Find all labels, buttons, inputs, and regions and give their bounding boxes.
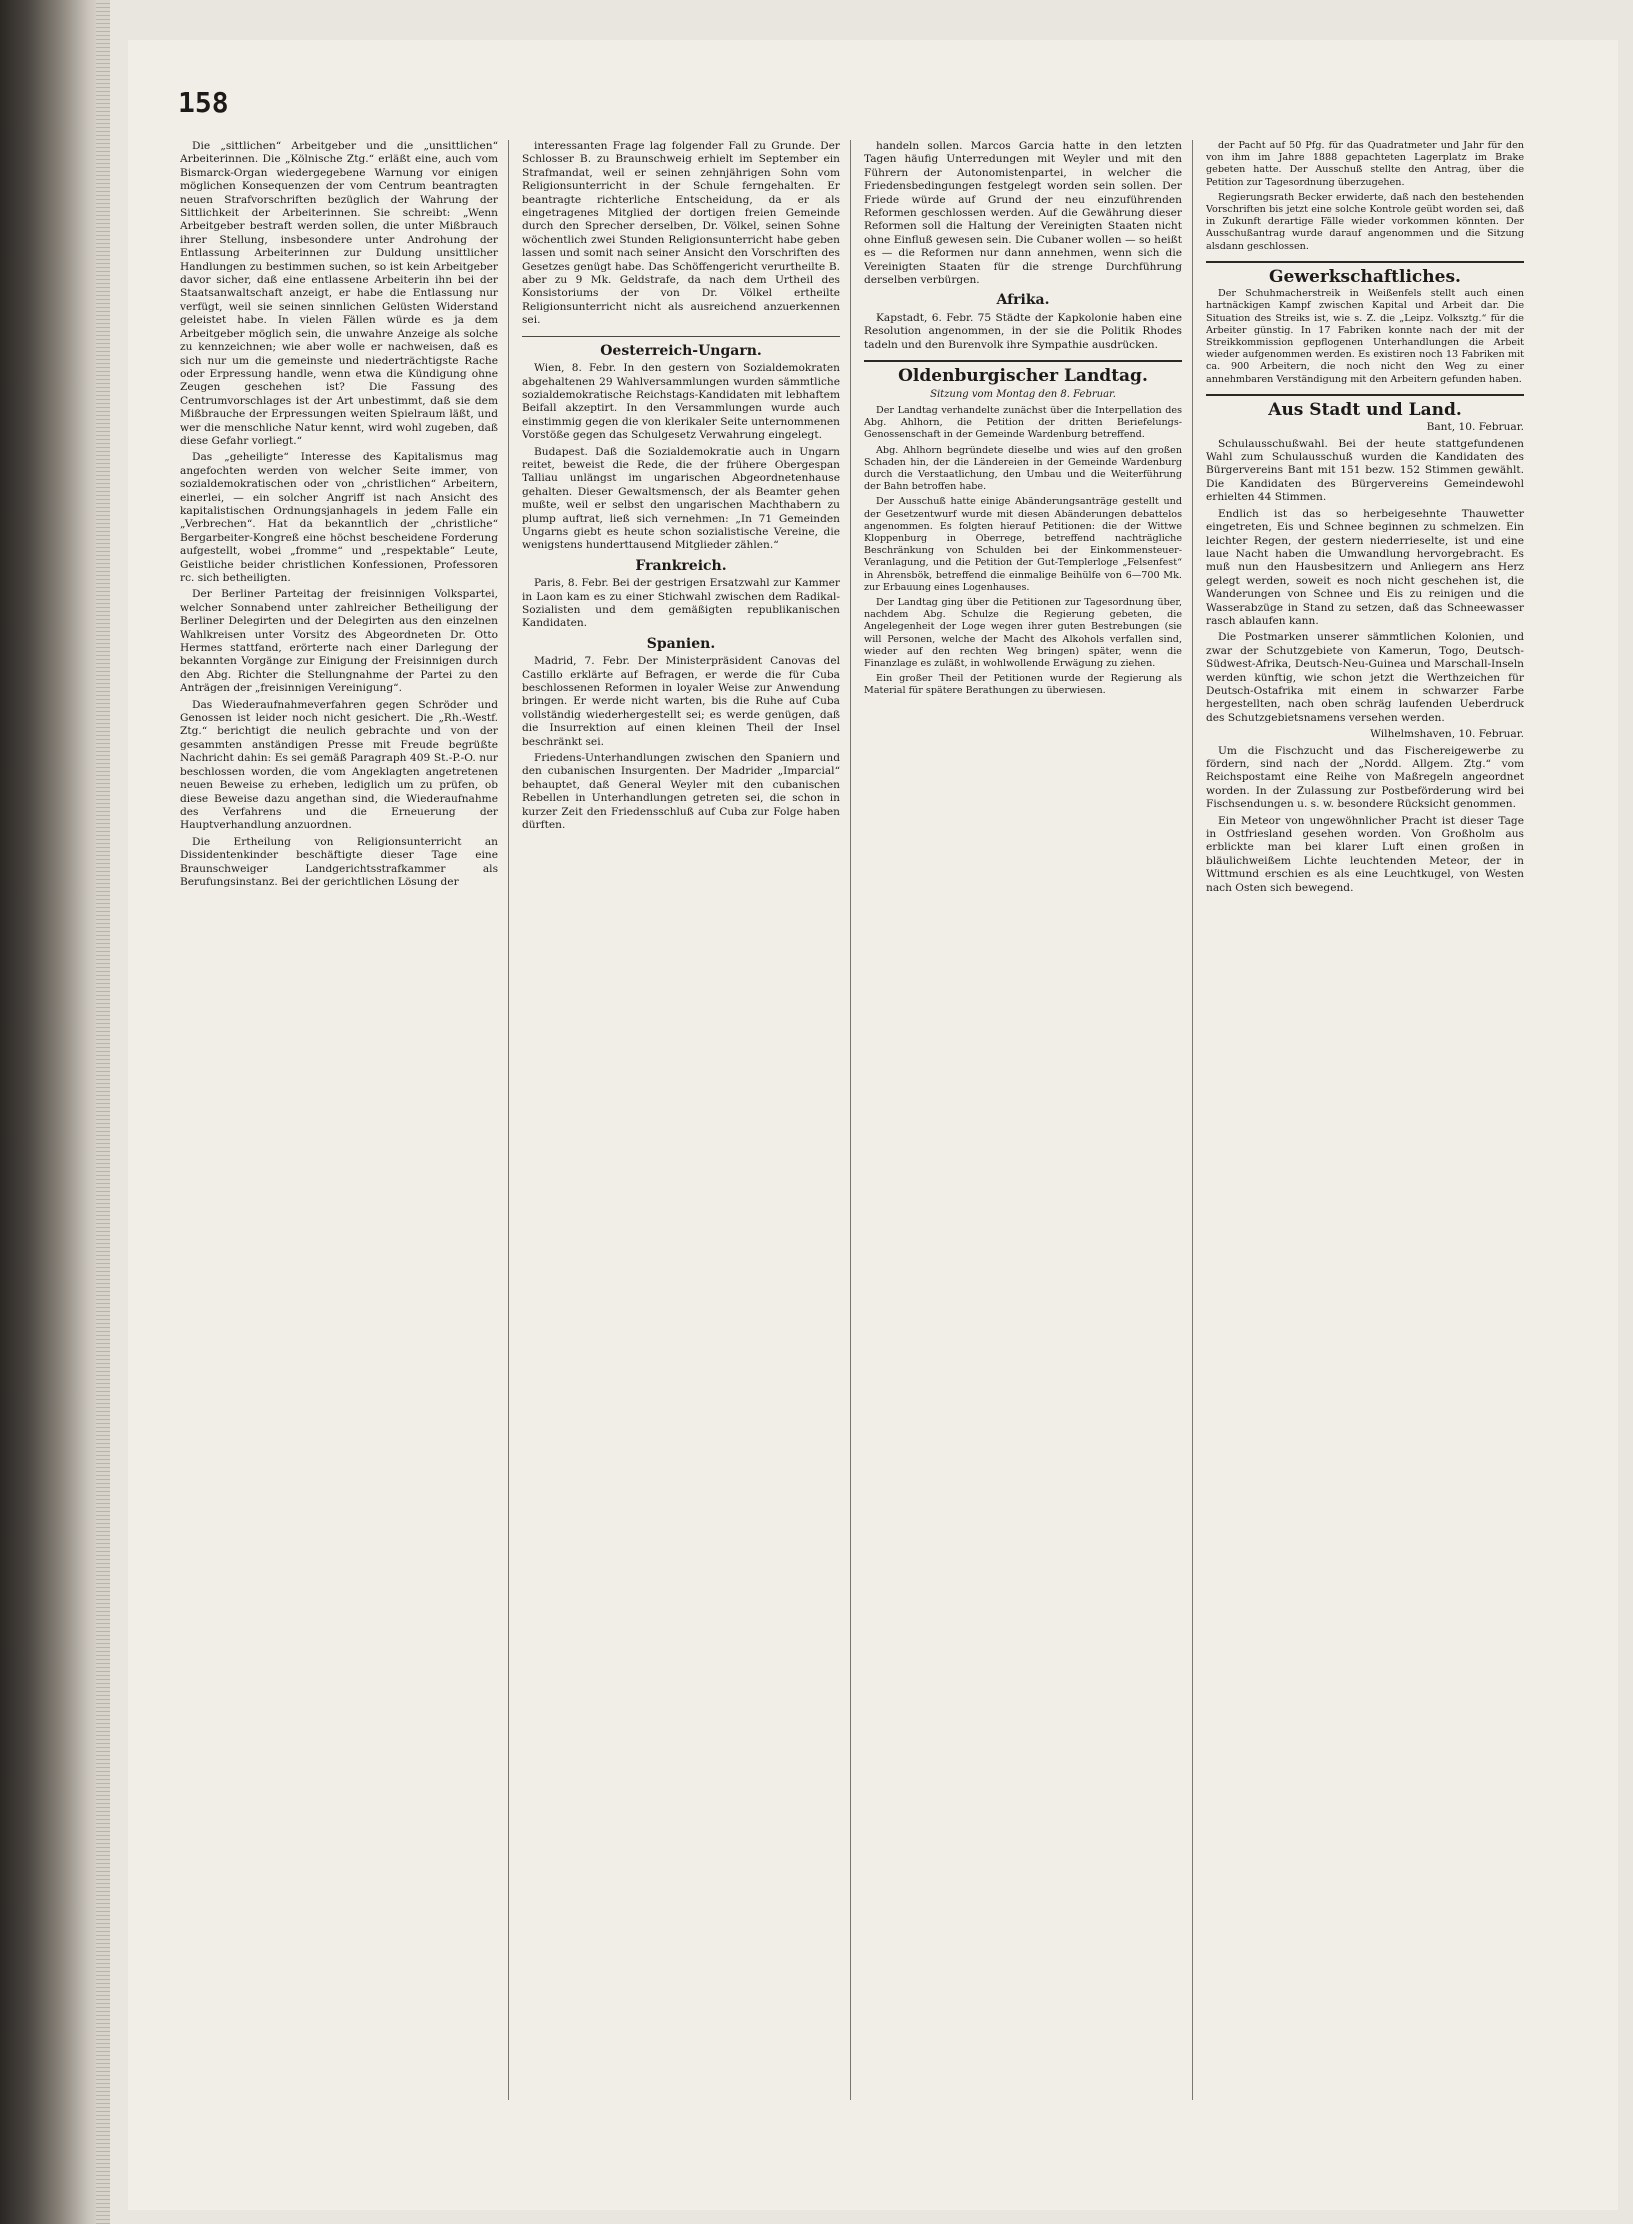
session-subtitle: Sitzung vom Montag den 8. Februar. [930, 388, 1116, 400]
column-rule [1192, 140, 1193, 2100]
article-paragraph: Die „sittlichen“ Arbeitgeber und die „unsittlichen“ Arbeiterinnen. Die „Kölnische Ztg.“ erläßt eine, auch vom Bismarck-Organ wiedergegebene Warnung vor einigen möglichen Konsequenzen der vom Centrum beantragten neuen Strafvorschriften bezüglich der Wahrung der Sittlichkeit der Arbeiterinnen. Sie schreibt: „Wenn Arbeitgeber bestraft werden sollen, die unter Mißbrauch ihrer Stellung, insbesondere unter Androhung der Entlassung Arbeiterinnen zur Duldung unsittlicher Handlungen zu bestimmen suchen, so ist kein Arbeitgeber davor sicher, daß eine entlassene Arbeiterin ihn bei der Staatsanwaltschaft anzeigt, er habe die Entlassung nur verfügt, weil sie seinen sinnlichen Gelüsten Widerstand geleistet habe. In vielen Fällen würde es ja dem Arbeitgeber möglich sein, die unwahre Anzeige als solche zu kennzeichnen; wie aber wolle er nachweisen, daß es sich nur um die gemeinste und niederträchtigste Rache oder Erpressung handle, wenn etwa die Kündigung ohne Zeugen geschehen ist? Die Fassung des Centrumvorschlages ist der Art unbestimmt, daß sie dem Mißbrauche der Erpressungen weiten Spielraum läßt, und wer die menschliche Natur kennt, wird wohl zugeben, daß diese Gefahr vorliegt.“ [180, 140, 498, 447]
article-paragraph: Regierungsrath Becker erwiderte, daß nach den bestehenden Vorschriften bis jetzt eine solche Kontrole geübt worden sei, daß in Zukunft derartige Fälle wieder vorkommen könnten. Der Ausschußantrag wurde darauf angenommen und die Sitzung alsdann geschlossen. [1206, 191, 1524, 252]
article-paragraph: Wien, 8. Febr. In den gestern von Sozialdemokraten abgehaltenen 29 Wahlversammlungen wurden sämmtliche sozialdemokratische Reichstags-Kandidaten mit lebhaftem Beifall akzeptirt. In den Versammlungen wurde auch einstimmig gegen die von klerikaler Seite unternommenen Vorstöße gegen das Schulgesetz Verwahrung eingelegt. [522, 362, 840, 442]
column-1 [180, 140, 498, 892]
column-rule [850, 140, 851, 2100]
article-paragraph: Der Landtag verhandelte zunächst über die Interpellation des Abg. Ahlhorn, die Petition der dritten Beriefelungs-Genossenschaft in der Gemeinde Wardenburg betreffend. [864, 404, 1182, 441]
section-divider [522, 336, 840, 337]
newspaper-page [128, 40, 1618, 2210]
article-paragraph: Abg. Ahlhorn begründete dieselbe und wies auf den großen Schaden hin, der die Ländereien in der Gemeinde Wardenburg durch die Verstaatlichung, den Umbau und die Weiterführung der Bahn betroffen habe. [864, 444, 1182, 493]
article-paragraph: der Pacht auf 50 Pfg. für das Quadratmeter und Jahr für den von ihm im Jahre 1888 gepachteten Lagerplatz im Brake gebeten hatte. Der Ausschuß stellte den Antrag, über die Petition zur Tagesordnung überzugehen. [1206, 140, 1524, 188]
page-number: 158 [178, 86, 229, 119]
article-paragraph: Der Berliner Parteitag der freisinnigen Volkspartei, welcher Sonnabend unter zahlreicher Betheiligung der Berliner Delegirten und der Delegirten aus den einzelnen Wahlkreisen unter Vorsitz des Abgeordneten Dr. Otto Hermes stattfand, erörterte nach einer Darlegung der bekannten Vorgänge zur Einigung der Freisinnigen durch den Abg. Richter die Stellungnahme der Partei zu den Anträgen der „freisinnigen Vereinigung“. [180, 588, 498, 695]
article-paragraph: Die Postmarken unserer sämmtlichen Kolonien, und zwar der Schutzgebiete von Kamerun, Togo, Deutsch-Südwest-Afrika, Deutsch-Neu-Guinea und Marschall-Inseln werden künftig, wie schon jetzt die Werthzeichen für Deutsch-Ostafrika mit einem in schwarzer Farbe hergestellten, nach oben schräg laufenden Ueberdruck des Schutzgebietsnamens versehen werden. [1206, 631, 1524, 724]
article-paragraph: Die Ertheilung von Religionsunterricht an Dissidentenkinder beschäftigte dieser Tage eine Braunschweiger Landgerichtsstrafkammer als Berufungsinstanz. Bei der gerichtlichen Lösung der [180, 835, 498, 888]
section-divider [1206, 261, 1524, 263]
article-paragraph: Der Ausschuß hatte einige Abänderungsanträge gestellt und der Gesetzentwurf wurde mit diesen Abänderungen debattelos angenommen. Es folgten hierauf Petitionen: die der Wittwe Kloppenburg in Oberrege, betreffend nachträgliche Beschränkung von Schulden bei der Einkommensteuer-Veranlagung, und die Petition der Gut-Templerloge „Felsenfest“ in Ahrensbök, betreffend die einmalige Beihülfe von 6—700 Mk. zur Erbauung eines Logenhauses. [864, 496, 1182, 593]
section-heading: Frankreich. [635, 557, 727, 574]
section-heading: Afrika. [996, 292, 1050, 309]
article-paragraph: Paris, 8. Febr. Bei der gestrigen Ersatzwahl zur Kammer in Laon kam es zu einer Stichwahl zwischen dem Radikal-Sozialisten und dem gemäßigten republikanischen Kandidaten. [522, 577, 840, 630]
section-divider [864, 360, 1182, 362]
column-rule [508, 140, 509, 2100]
section-heading: Oldenburgischer Landtag. [898, 366, 1148, 387]
article-paragraph: Der Landtag ging über die Petitionen zur Tagesordnung über, nachdem Abg. Schulze die Regierung gebeten, die Angelegenheit der Loge wegen ihrer guten Bestrebungen (sie will Personen, welche der Macht des Alkohols verfallen sind, wieder auf den rechten Weg bringen) später, wenn die Finanzlage es zuläßt, in wohlwollende Erwägung zu ziehen. [864, 596, 1182, 669]
column-4 [1206, 140, 1524, 898]
article-paragraph: Schulausschußwahl. Bei der heute stattgefundenen Wahl zum Schulausschuß wurden die Kandidaten des Bürgervereins Bant mit 151 bezw. 152 Stimmen gewählt. Die Kandidaten des Bürgervereins Gemeindewohl erhielten 44 Stimmen. [1206, 437, 1524, 504]
section-heading: Gewerkschaftliches. [1269, 266, 1461, 287]
article-paragraph: Das „geheiligte“ Interesse des Kapitalismus mag angefochten werden von welcher Seite immer, von sozialdemokratischen oder von „christlichen“ Arbeitern, einerlei, — ein solcher Angriff ist nach Ansicht des kapitalistischen Ordnungsjanhagels in jedem Falle ein „Verbrechen“. Hat da bekanntlich der „christliche“ Bergarbeiter-Kongreß eine höchst bescheidene Forderung aufgestellt, wobei „fromme“ und „respektable“ Leute, Geistliche beider christlichen Konfessionen, Professoren rc. sich betheiligten. [180, 451, 498, 584]
dateline: Wilhelmshaven, 10. Februar. [1370, 728, 1524, 741]
book-binding [0, 0, 110, 2224]
section-divider [1206, 394, 1524, 396]
article-paragraph: Budapest. Daß die Sozialdemokratie auch in Ungarn reitet, beweist die Rede, die der frühere Obergespan Talliau unlängst im ungarischen Abgeordnetenhause gehalten. Dieser Gewaltsmensch, der als Beamter gehen mußte, weil er selbst den ungarischen Machthabern zu plump auftrat, ließ sich vernehmen: „In 71 Gemeinden Ungarns giebt es heute schon sozialistische Vereine, die wenigstens hunderttausend Mitglieder zählen.“ [522, 445, 840, 552]
article-paragraph: Endlich ist das so herbeigesehnte Thauwetter eingetreten, Eis und Schnee beginnen zu schmelzen. Ein leichter Regen, der gestern niederrieselte, ist und eine laue Nacht haben die Umwandlung hervorgebracht. Es muß nun den Hausbesitzern und Anliegern ans Herz gelegt werden, soweit es noch nicht geschehen ist, die Wanderungen von Schnee und Eis zu reinigen und die Wasserabzüge in Stand zu setzen, daß das Schneewasser rasch ablaufen kann. [1206, 507, 1524, 627]
article-paragraph: Der Schuhmacherstreik in Weißenfels stellt auch einen hartnäckigen Kampf zwischen Kapital und Arbeit dar. Die Situation des Streiks ist, wie s. Z. die „Leipz. Volksztg.“ für die Arbeiter günstig. In 17 Fabriken konnte nach der mit der Streikkommission gepflogenen Unterhandlungen die Arbeit wieder aufgenommen werden. Es existiren noch 13 Fabriken mit ca. 900 Arbeitern, die noch nicht den Weg zu einer annehmbaren Verständigung mit den Arbeitern gefunden haben. [1206, 288, 1524, 385]
article-paragraph: interessanten Frage lag folgender Fall zu Grunde. Der Schlosser B. zu Braunschweig erhielt im September ein Strafmandat, weil er seinen zehnjährigen Sohn vom Religionsunterricht in der Schule ferngehalten. Er beantragte richterliche Entscheidung, da er als eingetragenes Mitglied der dortigen freien Gemeinde durch den Sprecher derselben, Dr. Völkel, seinen Sohne wöchentlich zwei Stunden Religionsunterricht habe geben lassen und somit nach seiner Ansicht den Vorschriften des Gesetzes genügt habe. Das Schöffengericht verurtheilte B. aber zu 9 Mk. Geldstrafe, da nach dem Urtheil des Konsistoriums der von Dr. Völkel ertheilte Religionsunterricht nicht als ausreichend anzuerkennen sei. [522, 140, 840, 327]
section-heading: Oesterreich-Ungarn. [600, 342, 762, 359]
article-paragraph: Um die Fischzucht und das Fischereigewerbe zu fördern, sind nach der „Nordd. Allgem. Ztg.“ vom Reichspostamt eine Reihe von Maßregeln angeordnet worden. In der Zulassung zur Postbeförderung wird bei Fischsendungen u. s. w. besondere Rücksicht genommen. [1206, 744, 1524, 811]
dateline: Bant, 10. Februar. [1426, 421, 1524, 434]
article-paragraph: Ein Meteor von ungewöhnlicher Pracht ist dieser Tage in Ostfriesland gesehen worden. Von Großholm aus erblickte man bei klarer Luft einen großen in bläulichweißem Lichte leuchtenden Meteor, der in Wittmund erschien es als eine Leuchtkugel, von Westen nach Osten sich bewegend. [1206, 814, 1524, 894]
article-paragraph: handeln sollen. Marcos Garcia hatte in den letzten Tagen häufig Unterredungen mit Weyler und mit den Führern der Autonomistenpartei, in welcher die Friedensbedingungen festgelegt worden sein sollen. Der Friede würde auf Grund der neu einzuführenden Reformen geschlossen werden. Auf die Gewährung dieser Reformen soll die Haltung der Vereinigten Staaten nicht ohne Einfluß gewesen sein. Die Cubaner wollen — so heißt es — die Reformen nur dann annehmen, wenn sich die Vereinigten Staaten für die strenge Durchführung derselben verbürgen. [864, 140, 1182, 287]
article-paragraph: Ein großer Theil der Petitionen wurde der Regierung als Material für spätere Berathungen zu überwiesen. [864, 673, 1182, 697]
column-3 [864, 140, 1182, 701]
article-paragraph: Kapstadt, 6. Febr. 75 Städte der Kapkolonie haben eine Resolution angenommen, in der sie die Politik Rhodes tadeln und den Burenvolk ihre Sympathie ausdrücken. [864, 311, 1182, 351]
section-heading: Spanien. [646, 635, 716, 652]
article-paragraph: Madrid, 7. Febr. Der Ministerpräsident Canovas del Castillo erklärte auf Befragen, er werde die für Cuba beschlossenen Reformen in loyaler Weise zur Anwendung bringen. Er werde nicht warten, bis die Ruhe auf Cuba vollständig wiederhergestellt sei; es werde genügen, daß die Insurrektion auf einen kleinen Theil der Insel beschränkt sei. [522, 655, 840, 748]
section-heading: Aus Stadt und Land. [1268, 399, 1462, 420]
article-paragraph: Friedens-Unterhandlungen zwischen den Spaniern und den cubanischen Insurgenten. Der Madrider „Imparcial“ behauptet, daß General Weyler mit den cubanischen Rebellen in Unterhandlungen getreten sei, die schon in kurzer Zeit den Friedensschluß auf Cuba zur Folge haben dürften. [522, 752, 840, 832]
column-2 [522, 140, 840, 836]
article-paragraph: Das Wiederaufnahmeverfahren gegen Schröder und Genossen ist leider noch nicht gesichert. Die „Rh.-Westf. Ztg.“ berichtigt die neulich gebrachte und von der gesammten anständigen Presse mit Freude begrüßte Nachricht dahin: Es sei gemäß Paragraph 409 St.-P.-O. nur beschlossen worden, die vom Angeklagten angetretenen neuen Beweise zu erheben, lediglich um zu prüfen, ob diese Beweise dazu angethan sind, die Wiederaufnahme des Verfahrens und die Erneuerung der Hauptverhandlung anzuordnen. [180, 698, 498, 832]
